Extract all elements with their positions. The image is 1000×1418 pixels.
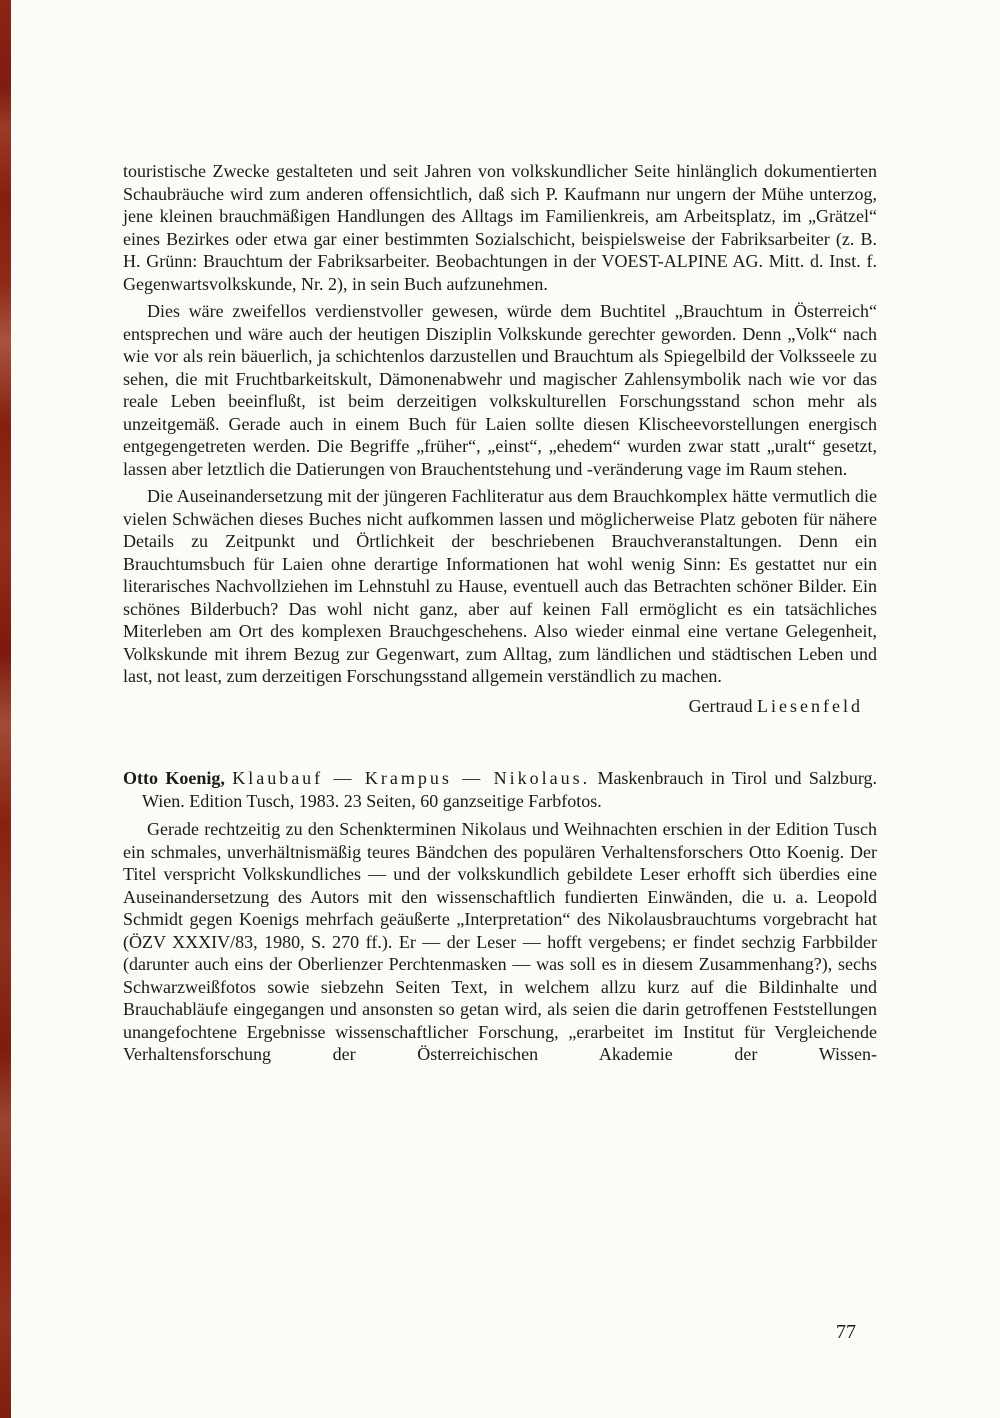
review-liesenfeld-paragraph-1: touristische Zwecke gestalteten und seit Jahren von volkskundlicher Seite hinlänglich dokumentierten Schaubräuche wird zum anderen offensichtlich, daß sich P. Kaufmann nur ungern der Mühe unterzog, jene kleinen brauchmäßigen Handlungen des Alltags im Familienkreis, am Arbeitsplatz, im „Grätzel“ eines Bezirkes oder etwa gar einer bestimmten Sozialschicht, beispielsweise der Fabriksarbeiter (z. B. H. Grünn: Brauchtum der Fabriksarbeiter. Beobachtungen in der VOEST-ALPINE AG. Mitt. d. Inst. f. Gegenwartsvolkskunde, Nr. 2), in sein Buch aufzunehmen. bbox=[123, 161, 877, 294]
review-koenig-paragraph-1: Gerade rechtzeitig zu den Schenkterminen Nikolaus und Weihnachten erschien in der Edition Tusch ein schmales, unverhältnismäßig teures Bändchen des populären Verhaltensforschers Otto Koenig. Der Titel verspricht Volkskundliches — und der volkskundlich gebildete Leser erhofft sich überdies eine Auseinandersetzung des Autors mit den wissenschaftlich fundierten Einwänden, die u. a. Leopold Schmidt gegen Koenigs mehrfach geäußerte „Interpretation“ des Nikolausbrauchtums vorgebracht hat (ÖZV XXXIV/83, 1980, S. 270 ff.). Er — der Leser — hofft vergebens; er findet sechzig Farbbilder (darunter auch eins der Oberlienzer Perchtenmasken — was soll es in diesem Zusammenhang?), sechs Schwarzweißfotos sowie siebzehn Seiten Text, in welchem allzu kurz auf die Bildinhalte und Brauchabläufe eingegangen und ansonsten so getan wird, als seien die darin getroffenen Feststellungen unangefochtene Ergebnisse wissenschaftlicher Forschung, „erarbeitet im Institut für Vergleichende Verhaltensforschung der Österreichischen Akademie der Wissen- bbox=[123, 819, 877, 1064]
review-koenig-heading bbox=[123, 767, 877, 812]
review-liesenfeld-paragraph-2: Dies wäre zweifellos verdienstvoller gewesen, würde dem Buchtitel „Brauchtum in Österreich“ entsprechen und wäre auch der heutigen Disziplin Volkskunde gerechter geworden. Denn „Volk“ nach wie vor als rein bäuerlich, ja schichtenlos darzustellen und Brauchtum als Spiegelbild der Volksseele zu sehen, die mit Fruchtbarkeitskult, Dämonenabwehr und magischer Zahlensymbolik nach wie vor das reale Leben beeinflußt, ist beim derzeitigen volkskulturellen Forschungsstand schon mehr als unzeitgemäß. Gerade auch in einem Buch für Laien sollte diesen Klischeevorstellungen energisch entgegengetreten werden. Die Begriffe „früher“, „einst“, „ehedem“ wurden zwar statt „uralt“ gesetzt, lassen aber letztlich die Datierungen von Brauchentstehung und -veränderung vage im Raum stehen. bbox=[123, 301, 877, 479]
reviewer-signature bbox=[123, 695, 877, 718]
page-number: 77 bbox=[836, 1321, 856, 1343]
scan-edge-red-strip bbox=[0, 0, 11, 1418]
reviewer-last-name: Liesenfeld bbox=[757, 695, 863, 716]
review-liesenfeld-paragraph-3: Die Auseinandersetzung mit der jüngeren Fachliteratur aus dem Brauchkomplex hätte vermutlich die vielen Schwächen dieses Buches nicht aufkommen lassen und möglicherweise Platz geboten für nähere Details zu Zeitpunkt und Örtlichkeit der beschriebenen Brauchveranstaltungen. Denn ein Brauchtumsbuch für Laien ohne derartige Informationen hat wohl wenig Sinn: Es gestattet nur ein literarisches Nachvollziehen im Lehnstuhl zu Hause, eventuell auch das Betrachten schöner Bilder. Ein schönes Bilderbuch? Das wohl nicht ganz, aber auf keinen Fall ermöglicht es ein tatsächliches Miterleben am Ort des komplexen Brauchgeschehens. Also wieder einmal eine vertane Gelegenheit, Volkskunde mit ihrem Bezug zur Gegenwart, zum Alltag, zum ländlichen und städtischen Leben und last, not least, zum derzeitigen Forschungsstand allgemein verständlich zu machen. bbox=[123, 486, 877, 686]
review-title: Klaubauf — Krampus — Nikolaus. bbox=[232, 768, 591, 788]
reviewer-first-name: Gertraud bbox=[688, 695, 753, 716]
review-author: Otto Koenig, bbox=[123, 768, 225, 788]
page-text-block bbox=[123, 160, 877, 1066]
review-bibliographic-info: Maskenbrauch in Tirol und Salzburg. Wien. Edition Tusch, 1983. 23 Seiten, 60 ganzseitige Farbfotos. bbox=[142, 768, 878, 811]
